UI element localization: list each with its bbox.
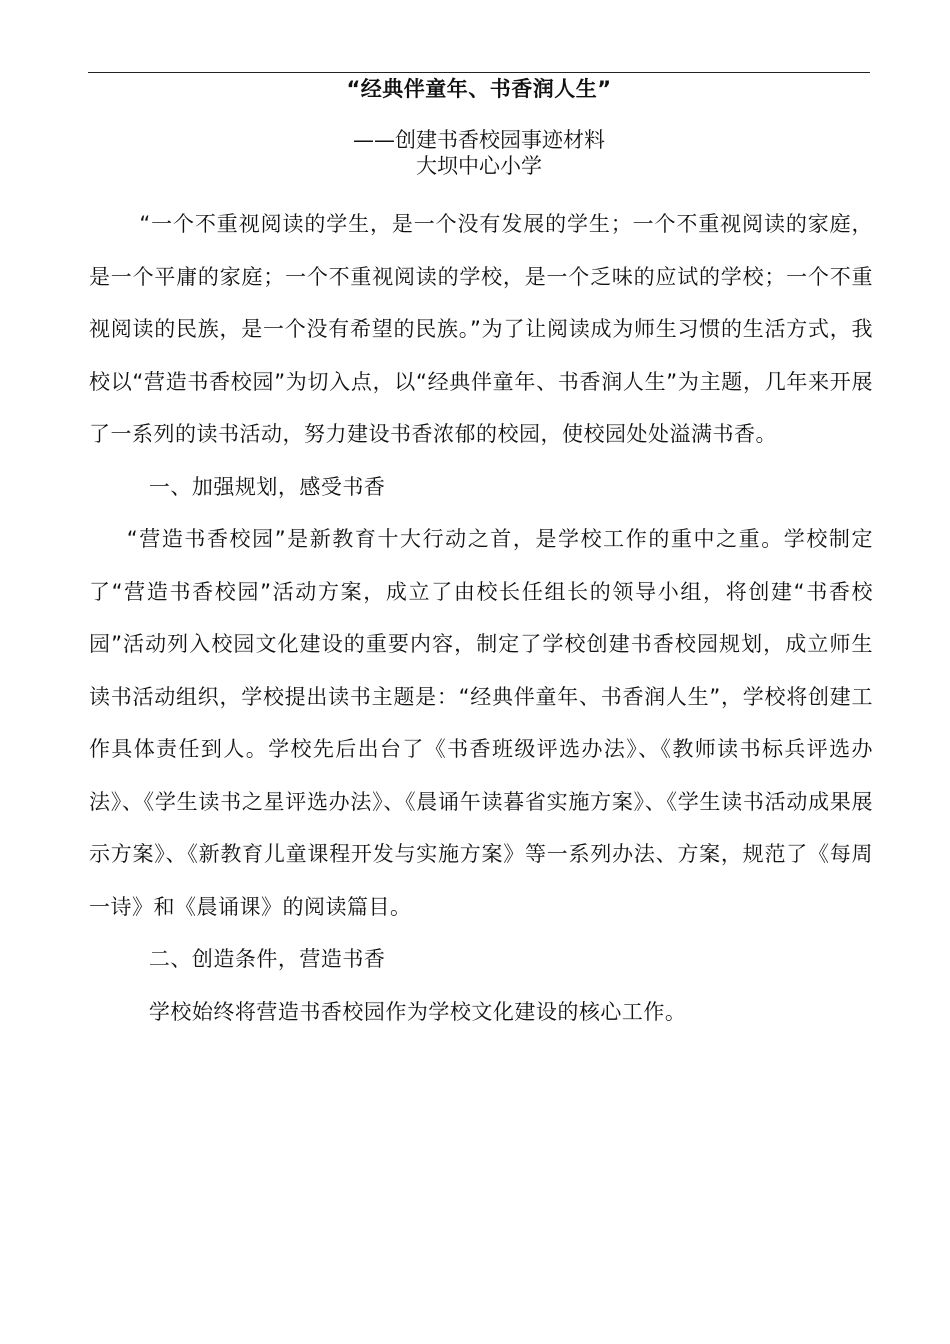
intro-paragraph: “一个不重视阅读的学生，是一个没有发展的学生；一个不重视阅读的家庭，是一个平庸的家庭；一个不重视阅读的学校，是一个乏味的应试的学校；一个不重视阅读的民族，是一个没有希望的民族。”为了让阅读成为师生习惯的生活方式，我校以“营造书香校园”为切入点，以“经典伴童年、书香润人生”为主题，几年来开展了一系列的读书活动，努力建设书香浓郁的校园，使校园处处溢满书香。 <box>89 212 873 446</box>
document-subtitle: ——创建书香校园事迹材料 <box>353 128 605 152</box>
header-rule <box>88 72 870 73</box>
document-title: “经典伴童年、书香润人生” <box>346 77 612 101</box>
school-name: 大坝中心小学 <box>416 154 542 178</box>
section-heading-1: 一、加强规划，感受书香 <box>148 474 386 499</box>
document-body <box>89 198 873 1038</box>
section-1-paragraph: “营造书香校园”是新教育十大行动之首，是学校工作的重中之重。学校制定了“营造书香校园”活动方案，成立了由校长任组长的领导小组，将创建“书香校园”活动列入校园文化建设的重要内容，制定了学校创建书香校园规划，成立师生读书活动组织，学校提出读书主题是：“经典伴童年、书香润人生”，学校将创建工作具体责任到人。学校先后出台了《书香班级评选办法》、《教师读书标兵评选办法》、《学生读书之星评选办法》、《晨诵午读暮省实施方案》、《学生读书活动成果展示方案》、《新教育儿童课程开发与实施方案》等一系列办法、方案，规范了《每周一诗》和《晨诵课》的阅读篇目。 <box>89 527 873 919</box>
section-2-paragraph: 学校始终将营造书香校园作为学校文化建设的核心工作。 <box>148 999 687 1024</box>
section-heading-2: 二、创造条件，营造书香 <box>148 947 386 971</box>
